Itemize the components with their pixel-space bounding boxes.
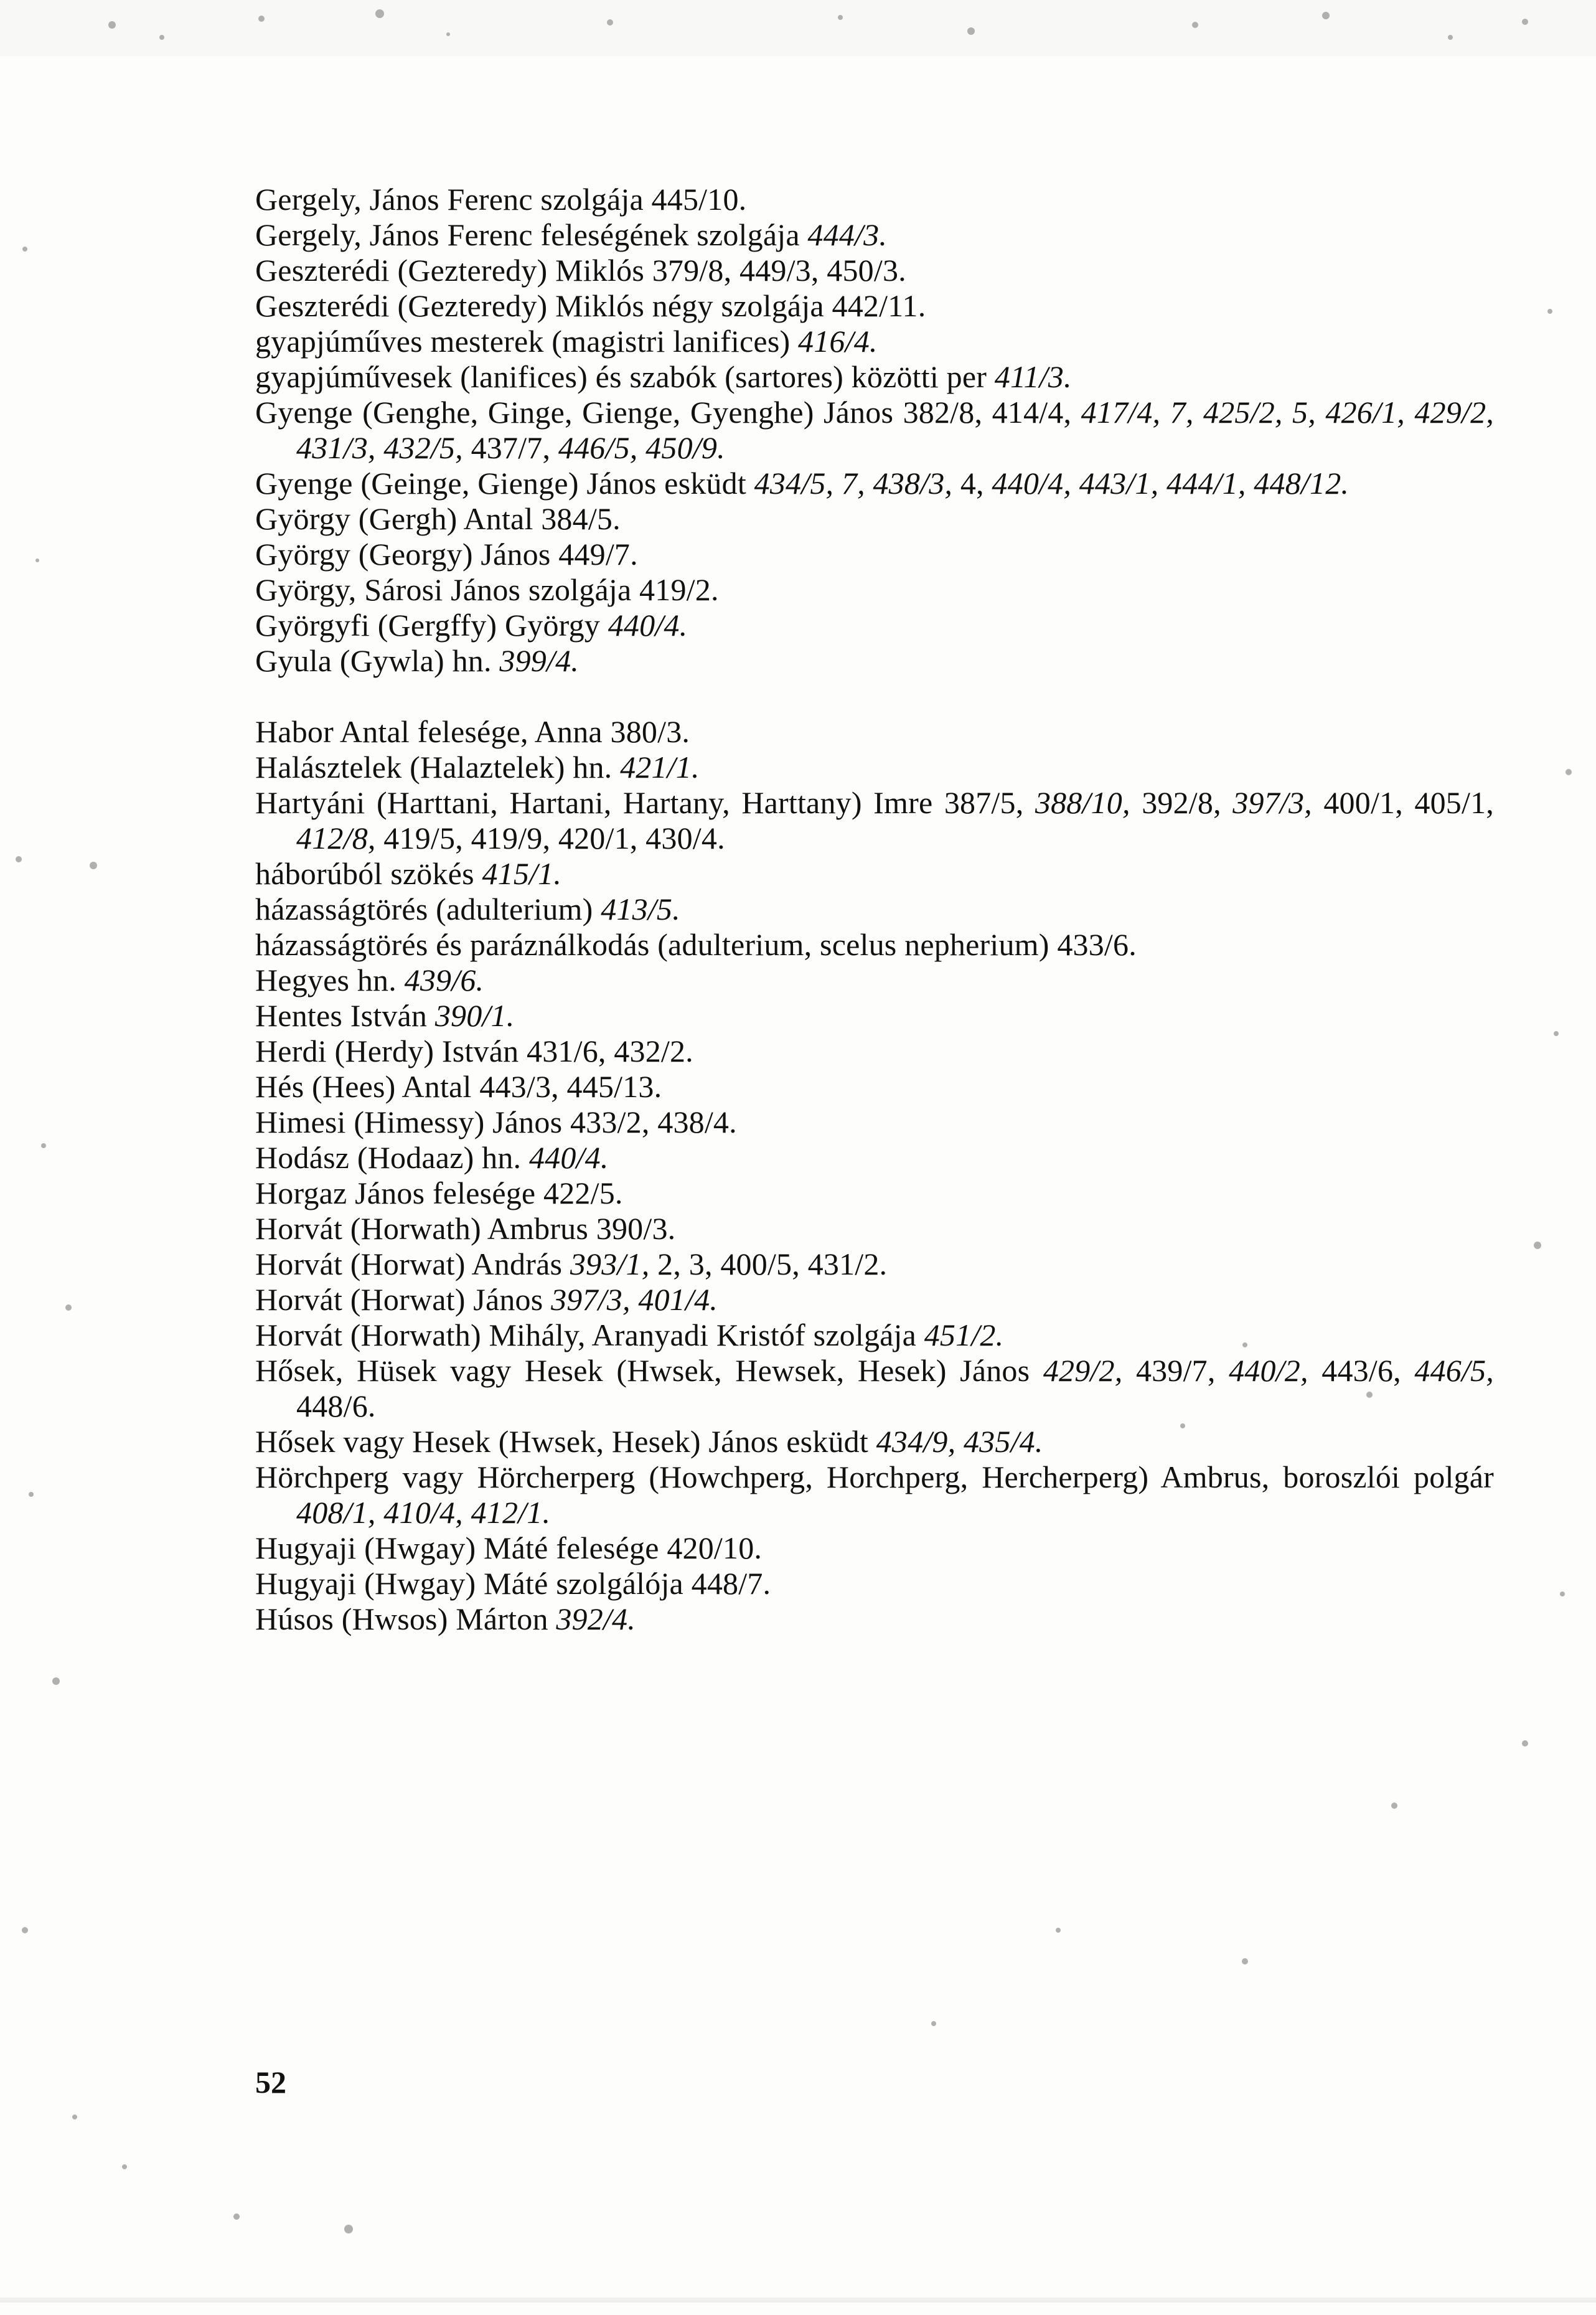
- page-reference: 384/5.: [541, 501, 621, 536]
- page-number: 52: [255, 2065, 286, 2100]
- entry-heading: Himesi (Himessy) János: [255, 1105, 570, 1139]
- page-reference: 2, 3, 400/5, 431/2.: [657, 1247, 888, 1281]
- page-reference: 421/1.: [620, 750, 700, 785]
- entry-heading: Halásztelek (Halaztelek) hn.: [255, 750, 621, 785]
- entry-heading: Hartyáni (Harttani, Hartani, Hartany, Harttany) Imre: [255, 785, 944, 820]
- entry-heading: Horgaz János felesége: [255, 1176, 544, 1210]
- index-entry: [255, 182, 1494, 217]
- entry-heading: Gergely, János Ferenc szolgája: [255, 182, 652, 217]
- index-entry: [255, 217, 1494, 253]
- entry-heading: György, Sárosi János szolgája: [255, 572, 640, 607]
- index-entry: [255, 856, 1494, 892]
- entry-heading: gyapjúműves mesterek (magistri lanifices): [255, 324, 799, 359]
- page-reference: 443/6,: [1321, 1353, 1415, 1388]
- entry-heading: Horvát (Horwat) András: [255, 1247, 570, 1281]
- page-reference: 440/2,: [1229, 1353, 1322, 1388]
- index-entry: [255, 572, 1494, 608]
- page-reference: 390/3.: [596, 1211, 676, 1246]
- entry-heading: Hodász (Hodaaz) hn.: [255, 1140, 529, 1175]
- entry-heading: Gergely, János Ferenc feleségének szolgája: [255, 217, 808, 252]
- page-reference: 393/1,: [570, 1247, 658, 1281]
- page-reference: 446/5, 450/9.: [558, 430, 725, 465]
- page-reference: 425/2, 5, 426/1, 429/2, 431/3, 432/5,: [296, 395, 1494, 465]
- entry-heading: Hegyes hn.: [255, 963, 405, 997]
- index-entry: [255, 253, 1494, 288]
- entry-heading: Hősek, Hüsek vagy Hesek (Hwsek, Hewsek, Hesek) János: [255, 1353, 1043, 1388]
- page-reference: 433/6.: [1057, 927, 1137, 962]
- page-reference: 444/3.: [807, 217, 888, 252]
- index-entry: [255, 1353, 1494, 1424]
- index-entry: [255, 892, 1494, 927]
- index-entry: [255, 927, 1494, 963]
- index-entry: [255, 1140, 1494, 1176]
- page-reference: 387/5,: [944, 785, 1035, 820]
- index-entry: [255, 1069, 1494, 1105]
- index-entry: [255, 1459, 1494, 1530]
- page-reference: 399/4.: [499, 643, 579, 678]
- page-reference: 440/4, 443/1, 444/1, 448/12.: [992, 466, 1350, 501]
- page-reference: 440/4.: [608, 608, 688, 643]
- page-reference: 415/1.: [482, 856, 562, 891]
- entry-heading: Horvát (Horwath) Mihály, Aranyadi Kristóf szolgája: [255, 1318, 924, 1352]
- entry-heading: házasságtörés és paráználkodás (adulterium, scelus nepherium): [255, 927, 1058, 962]
- page-reference: 439/6.: [404, 963, 484, 997]
- page-reference: 412/8,: [296, 821, 384, 856]
- index-entry: [255, 288, 1494, 324]
- page-reference: 382/8, 414/4,: [903, 395, 1081, 430]
- index-entry: [255, 643, 1494, 679]
- page-reference: 397/3, 401/4.: [551, 1282, 718, 1317]
- entry-heading: Geszterédi (Gezteredy) Miklós: [255, 253, 652, 288]
- entry-heading: házasságtörés (adulterium): [255, 892, 601, 926]
- index-entry: [255, 963, 1494, 998]
- page-reference: 422/5.: [543, 1176, 623, 1210]
- page-reference: 419/5, 419/9, 420/1, 430/4.: [383, 821, 725, 856]
- page-reference: 429/2,: [1043, 1353, 1136, 1388]
- entry-heading: Gyenge (Geinge, Gienge) János esküdt: [255, 466, 754, 501]
- entry-heading: Gyula (Gywla) hn.: [255, 643, 500, 678]
- index-entry: [255, 1566, 1494, 1601]
- page-reference: 392/8,: [1142, 785, 1233, 820]
- index-entry: [255, 608, 1494, 643]
- page-reference: 443/3, 445/13.: [479, 1069, 662, 1104]
- index-entry-list: [255, 182, 1494, 1637]
- entry-heading: háborúból szökés: [255, 856, 482, 891]
- index-entry: [255, 998, 1494, 1034]
- page-reference: 451/2.: [924, 1318, 1004, 1352]
- entry-heading: Hörchperg vagy Hörcherperg (Howchperg, Horchperg, Hercherperg) Ambrus, boroszlói polgár: [255, 1459, 1494, 1494]
- page-reference: 446/5,: [1414, 1353, 1494, 1388]
- index-entry: [255, 750, 1494, 785]
- entry-heading: Hés (Hees) Antal: [255, 1069, 480, 1104]
- page-reference: 417/4,: [1081, 395, 1170, 430]
- page-reference: 448/7.: [691, 1566, 771, 1601]
- entry-heading: gyapjúművesek (lanifices) és szabók (sartores) közötti per: [255, 359, 995, 394]
- entry-heading: György (Gergh) Antal: [255, 501, 542, 536]
- entry-heading: Hősek vagy Hesek (Hwsek, Hesek) János esküdt: [255, 1424, 876, 1459]
- entry-heading: Húsos (Hwsos) Márton: [255, 1601, 556, 1636]
- entry-heading: Habor Antal felesége, Anna: [255, 714, 611, 749]
- page-reference: 380/3.: [610, 714, 690, 749]
- page-reference: 431/6, 432/2.: [527, 1034, 693, 1068]
- index-entry: [255, 1318, 1494, 1353]
- index-entry: [255, 1530, 1494, 1566]
- page-reference: 413/5.: [601, 892, 680, 926]
- page-reference: 397/3,: [1232, 785, 1324, 820]
- index-entry: [255, 1282, 1494, 1318]
- page-reference: 392/4.: [556, 1601, 636, 1636]
- entry-heading: Hentes István: [255, 998, 435, 1033]
- page-reference: 445/10.: [651, 182, 747, 217]
- page-reference: 440/4.: [528, 1140, 609, 1175]
- index-entry: [255, 466, 1494, 501]
- page-reference: 419/2.: [639, 572, 719, 607]
- page-reference: 390/1.: [434, 998, 515, 1033]
- index-entry: [255, 359, 1494, 395]
- page-reference: 388/10,: [1035, 785, 1142, 820]
- page-reference: 449/7.: [558, 537, 638, 572]
- page-reference: 448/6.: [296, 1389, 376, 1423]
- page-reference: 411/3.: [994, 359, 1072, 394]
- page-reference: 7,: [1170, 395, 1204, 430]
- entry-heading: Györgyfi (Gergffy) György: [255, 608, 608, 643]
- page-reference: 433/2, 438/4.: [570, 1105, 737, 1139]
- page-reference: 416/4.: [798, 324, 878, 359]
- index-entry: [255, 1247, 1494, 1282]
- page-reference: 400/1, 405/1,: [1323, 785, 1495, 820]
- index-entry: [255, 1601, 1494, 1637]
- page-reference: 408/1, 410/4, 412/1.: [296, 1495, 551, 1530]
- index-entry: [255, 1034, 1494, 1069]
- page-reference: 420/10.: [667, 1530, 763, 1565]
- entry-heading: Horvát (Horwat) János: [255, 1282, 552, 1317]
- index-entry: [255, 537, 1494, 572]
- entry-heading: Hugyaji (Hwgay) Máté szolgálója: [255, 1566, 692, 1601]
- page-reference: 4,: [960, 466, 992, 501]
- page-reference: 379/8, 449/3, 450/3.: [652, 253, 906, 288]
- index-entry: [255, 1105, 1494, 1140]
- index-entry: [255, 1424, 1494, 1459]
- page-reference: 442/11.: [832, 288, 926, 323]
- index-entry: [255, 1211, 1494, 1247]
- index-entry: [255, 395, 1494, 466]
- entry-heading: Gyenge (Genghe, Ginge, Gienge, Gyenghe) János: [255, 395, 903, 430]
- page-reference: 439/7,: [1135, 1353, 1229, 1388]
- index-entry: [255, 714, 1494, 750]
- entry-heading: Herdi (Herdy) István: [255, 1034, 527, 1068]
- entry-heading: Hugyaji (Hwgay) Máté felesége: [255, 1530, 667, 1565]
- index-entry: [255, 1176, 1494, 1211]
- page-reference: 437/7,: [471, 430, 558, 465]
- page-reference: 434/9, 435/4.: [876, 1424, 1043, 1459]
- entry-heading: György (Georgy) János: [255, 537, 559, 572]
- entry-heading: Horvát (Horwath) Ambrus: [255, 1211, 596, 1246]
- entry-heading: Geszterédi (Gezteredy) Miklós négy szolgája: [255, 288, 832, 323]
- index-entry: [255, 501, 1494, 537]
- index-entry: [255, 324, 1494, 359]
- index-entry: [255, 785, 1494, 856]
- page-reference: 434/5, 7, 438/3,: [754, 466, 960, 501]
